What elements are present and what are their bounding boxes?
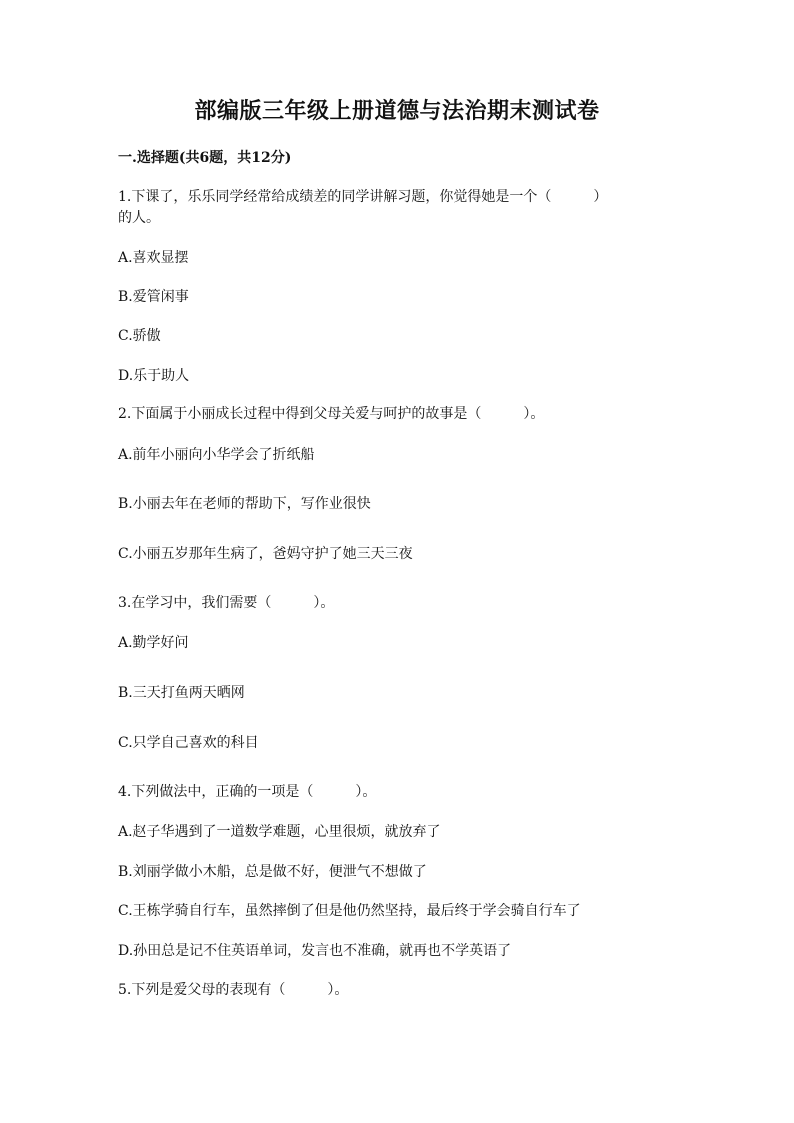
question-2-option-c: C.小丽五岁那年生病了，爸妈守护了她三天三夜 [118, 546, 413, 562]
page-title: 部编版三年级上册道德与法治期末测试卷 [194, 98, 600, 124]
section-heading: 一.选择题(共6题，共12分) [118, 150, 292, 166]
question-4-stem: 4.下列做法中，正确的一项是（ ）。 [118, 784, 377, 800]
question-2-option-b: B.小丽去年在老师的帮助下，写作业很快 [118, 496, 371, 512]
question-4-option-a: A.赵子华遇到了一道数学难题，心里很烦，就放弃了 [118, 824, 441, 840]
question-2-stem: 2.下面属于小丽成长过程中得到父母关爱与呵护的故事是（ ）。 [118, 406, 545, 422]
question-1-stem: 1.下课了，乐乐同学经常给成绩差的同学讲解习题，你觉得她是一个（ ） [118, 189, 608, 205]
question-3-stem: 3.在学习中，我们需要（ ）。 [118, 595, 335, 611]
question-1-option-d: D.乐于助人 [118, 368, 190, 384]
question-1-option-a: A.喜欢显摆 [118, 250, 189, 266]
question-4-option-c: C.王栋学骑自行车，虽然摔倒了但是他仍然坚持，最后终于学会骑自行车了 [118, 903, 581, 919]
question-3-option-b: B.三天打鱼两天晒网 [118, 685, 245, 701]
question-4-option-b: B.刘丽学做小木船，总是做不好，便泄气不想做了 [118, 864, 427, 880]
question-3-option-a: A.勤学好问 [118, 635, 189, 651]
question-1-stem-continued: 的人。 [118, 210, 160, 226]
question-2-option-a: A.前年小丽向小华学会了折纸船 [118, 447, 315, 463]
question-5-stem: 5.下列是爱父母的表现有（ ）。 [118, 982, 349, 998]
question-3-option-c: C.只学自己喜欢的科目 [118, 735, 259, 751]
question-1-option-c: C.骄傲 [118, 328, 161, 344]
question-1-option-b: B.爱管闲事 [118, 289, 189, 305]
question-4-option-d: D.孙田总是记不住英语单词，发言也不准确，就再也不学英语了 [118, 943, 512, 959]
